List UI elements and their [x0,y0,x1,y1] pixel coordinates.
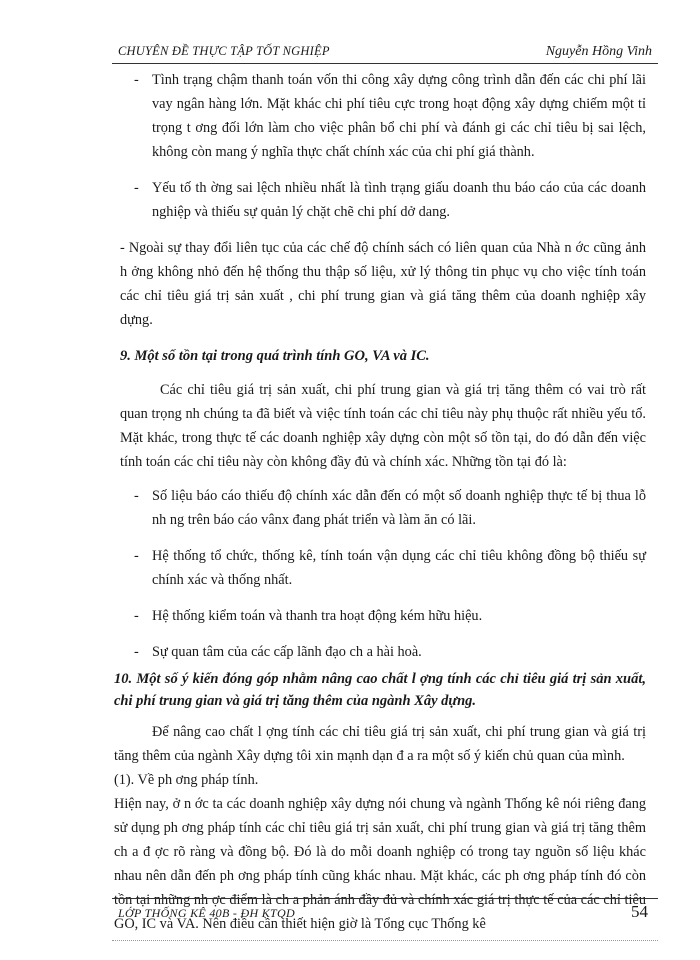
list-item: - Hệ thống tổ chức, thống kê, tính toán vận dụng các chỉ tiêu không đồng bộ thiếu sự chính xác và thống nhất. [134,548,646,588]
section-10-intro: Để nâng cao chất l ợng tính các chỉ tiêu giá trị sản xuất, chi phí trung gian và giá trị tăng thêm của ngành Xây dựng tôi xin mạnh dạn đ a ra một số ý kiến chủ quan của mình. [114,724,646,764]
list-item: - Hệ thống kiểm toán và thanh tra hoạt động kém hữu hiệu. [134,608,483,624]
header-author: Nguyễn Hồng Vinh [545,44,652,59]
section-9-heading: 9. Một số tồn tại trong quá trình tính GO, VA và IC. [120,348,430,364]
footer-rule [112,898,658,899]
list-item: - Sự quan tâm của các cấp lãnh đạo ch a hài hoà. [134,644,422,660]
section-10-body: Hiện nay, ở n ớc ta các doanh nghiệp xây dựng nói chung và ngành Thống kê nói riêng đang sử dụng ph ơng pháp tính các chỉ tiêu giá trị sản xuất, chi phí trung gian và giá trị tăng thêm ch a đ ợc rõ ràng và đồng bộ. Đó là do mỗi doanh nghiệp có trong tay nguồn số liệu khác nhau nên dẫn đến ph ơng pháp tính cũng khác nhau. Mặt khác, các ph ơng pháp tính đó còn tồn tại những nh ợc điểm là ch a phản ánh đầy đủ và chính xác giá trị thực tế của các chỉ tiêu GO, IC và VA. Nên điều cần thiết hiện giờ là Tổng cục Thống kê [114,796,646,932]
paragraph: - Ngoài sự thay đổi liên tục của các chế độ chính sách có liên quan của Nhà n ớc cũng ảnh h ởng không nhỏ đến hệ thống thu thập số liệu, xử lý thông tin phục vụ cho việc tính toán các chỉ tiêu giá trị sản xuất , chi phí trung gian và giá tăng thêm của doanh nghiệp xây dựng. [120,240,646,328]
list-item: - Tình trạng chậm thanh toán vốn thi công xây dựng công trình dẫn đến các chi phí lãi vay ngân hàng lớn. Mặt khác chi phí tiêu cực trong hoạt động xây dựng chiếm một tỉ trọng t ơng đối lớn làm cho việc phân bổ chi phí và đánh gi các chỉ tiêu bị sai lệch, không còn mang ý nghĩa thực chất chính xác của chi phí giá thành. [134,72,646,160]
section-10-heading: 10. Một số ý kiến đóng góp nhằm nâng cao chất l ợng tính các chỉ tiêu giá trị sản xuất, chi phí trung gian và giá trị tăng thêm của ngành Xây dựng. [114,671,646,709]
bullet-text: Yếu tố th ờng sai lệch nhiều nhất là tình trạng giấu doanh thu báo cáo của các doanh nghiệp và thiếu sự quản lý chặt chẽ chi phí dở dang. [152,180,646,220]
document-body [114,68,646,936]
section-10-subheading: (1). Về ph ơng pháp tính. [114,772,259,788]
footer-class: LỚP THỐNG KÊ 40B - ĐH KTQD [118,906,295,920]
bullet-text: Hệ thống kiểm toán và thanh tra hoạt động kém hữu hiệu. [152,608,483,624]
header-title: CHUYÊN ĐỀ THỰC TẬP TỐT NGHIỆP [118,44,330,58]
bullet-text: Sự quan tâm của các cấp lãnh đạo ch a hài hoà. [152,644,422,660]
header-rule [112,63,658,64]
bottom-divider [112,940,658,941]
page-number: 54 [631,902,648,921]
bullet-text: Tình trạng chậm thanh toán vốn thi công xây dựng công trình dẫn đến các chi phí lãi vay ngân hàng lớn. Mặt khác chi phí tiêu cực trong hoạt động xây dựng chiếm một tỉ trọng t ơng đối lớn làm cho việc phân bổ chi phí và đánh gi các chỉ tiêu bị sai lệch, không còn mang ý nghĩa thực chất chính xác của chi phí giá thành. [152,72,646,160]
section-9-intro: Các chỉ tiêu giá trị sản xuất, chi phí trung gian và giá trị tăng thêm có vai trò rất quan trọng nh chúng ta đã biết và việc tính toán các chỉ tiêu này phụ thuộc rất nhiều yếu tố. Mặt khác, trong thực tế các doanh nghiệp xây dựng còn một số tồn tại, do đó dẫn đến việc tính toán các chỉ tiêu này còn không đầy đủ và chính xác. Những tồn tại đó là: [120,382,646,470]
bullet-text: Hệ thống tổ chức, thống kê, tính toán vận dụng các chỉ tiêu không đồng bộ thiếu sự chính xác và thống nhất. [152,548,646,588]
list-item: - Yếu tố th ờng sai lệch nhiều nhất là tình trạng giấu doanh thu báo cáo của các doanh nghiệp và thiếu sự quản lý chặt chẽ chi phí dở dang. [134,180,646,220]
bullet-text: Số liệu báo cáo thiếu độ chính xác dẫn đến có một số doanh nghiệp thực tế bị thua lỗ nh ng trên báo cáo vânx đang phát triển và làm ăn có lãi. [152,488,646,528]
list-item: - Số liệu báo cáo thiếu độ chính xác dẫn đến có một số doanh nghiệp thực tế bị thua lỗ nh ng trên báo cáo vânx đang phát triển và làm ăn có lãi. [134,488,646,528]
